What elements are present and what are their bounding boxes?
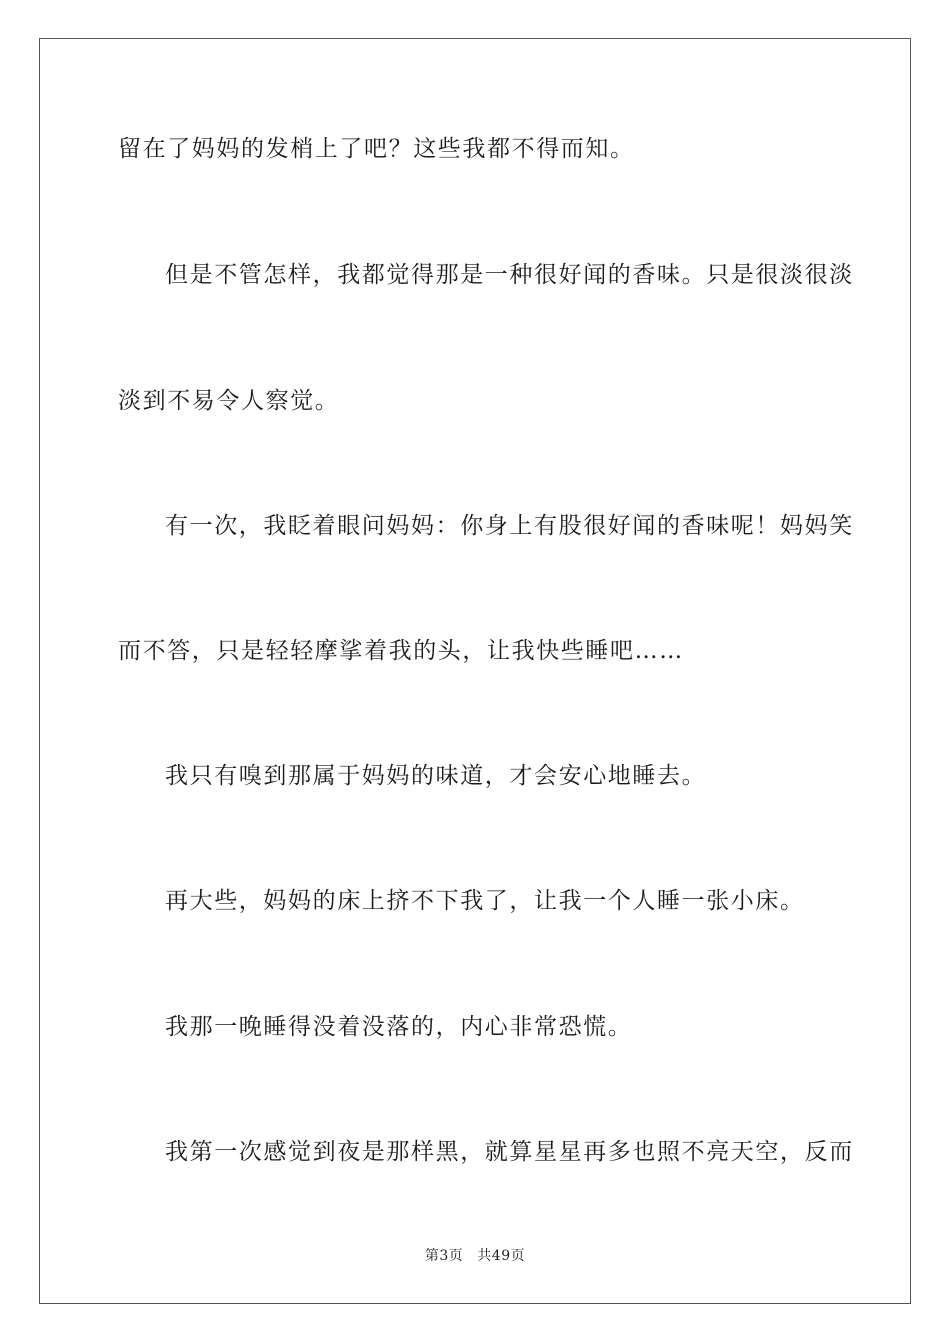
page-footer: [0, 1245, 950, 1265]
body-line-3: 淡到不易令人察觉。: [118, 388, 340, 414]
body-line-1: 留在了妈妈的发梢上了吧？这些我都不得而知。: [118, 136, 635, 162]
body-line-2: 但是不管怎样，我都觉得那是一种很好闻的香味。只是很淡很淡: [165, 262, 854, 288]
page-border: [39, 38, 911, 1304]
total-pages: 共49页: [477, 1248, 526, 1264]
body-line-8: 我那一晚睡得没着没落的，内心非常恐慌。: [165, 1014, 633, 1040]
body-line-5: 而不答，只是轻轻摩挲着我的头，让我快些睡吧……: [118, 638, 684, 664]
body-line-4: 有一次，我眨着眼问妈妈：你身上有股很好闻的香味呢！妈妈笑: [165, 513, 854, 539]
page-number: 第3页: [424, 1248, 464, 1264]
body-line-7: 再大些，妈妈的床上挤不下我了，让我一个人睡一张小床。: [165, 888, 805, 914]
body-line-9: 我第一次感觉到夜是那样黑，就算星星再多也照不亮天空，反而: [165, 1139, 854, 1165]
body-line-6: 我只有嗅到那属于妈妈的味道，才会安心地睡去。: [165, 763, 707, 789]
